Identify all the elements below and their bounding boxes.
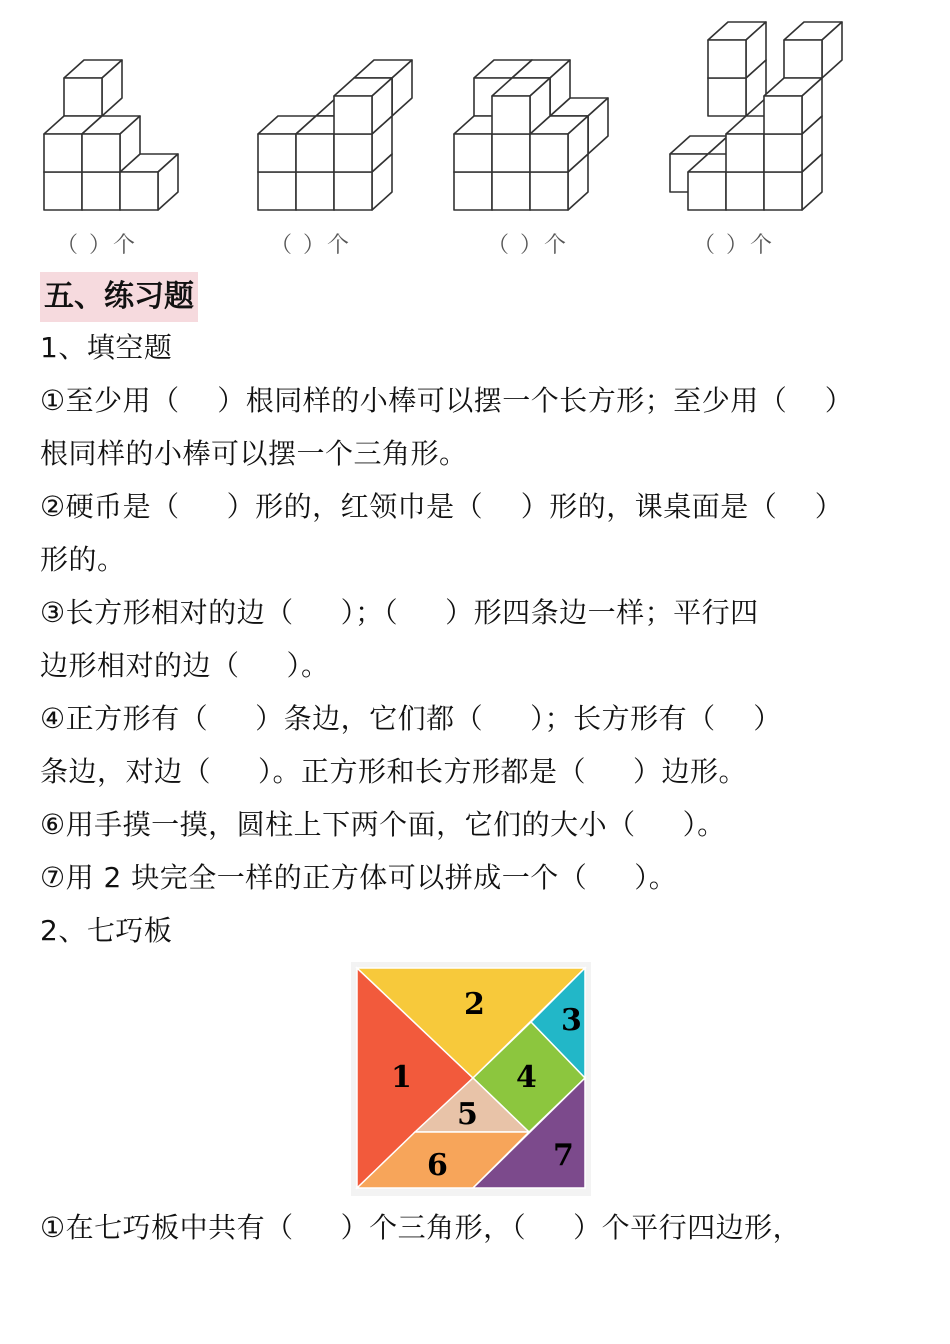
cube-figures	[0, 0, 950, 270]
q1-line-8: 条边，对边（ ）。正方形和长方形都是（ ）边形。	[40, 755, 748, 788]
q1-line-5: ③长方形相对的边（ ）；（ ）形四条边一样；平行四	[40, 596, 759, 629]
tangram-label-4: 4	[516, 1060, 537, 1095]
q2-question-1: ①在七巧板中共有（ ）个三角形，（ ）个平行四边形，	[40, 1211, 802, 1244]
q1-heading: 1、填空题	[40, 331, 173, 364]
cube-stack-figure-3	[454, 60, 608, 210]
cube-stack-figure-4	[670, 22, 842, 210]
cube-stack-figure-1	[44, 60, 178, 210]
q1-line-6: 边形相对的边（ ）。	[40, 649, 330, 682]
tangram-figure	[351, 962, 591, 1196]
tangram-label-3: 3	[561, 1003, 582, 1038]
q1-line-4: 形的。	[40, 543, 126, 576]
section-title: 五、练习题	[40, 272, 198, 322]
q1-line-7: ④正方形有（ ）条边，它们都（ ）；长方形有（ ）	[40, 702, 782, 735]
q1-line-10: ⑦用 2 块完全一样的正方体可以拼成一个（ ）。	[40, 861, 678, 894]
cube-count-blank-2: （ ）个	[270, 233, 351, 258]
tangram-label-2: 2	[464, 987, 485, 1022]
tangram-label-1: 1	[391, 1060, 412, 1095]
cube-stack-figure-2	[258, 60, 412, 210]
q1-line-9: ⑥用手摸一摸，圆柱上下两个面，它们的大小（ ）。	[40, 808, 726, 841]
cube-count-blank-4: （ ）个	[693, 233, 774, 258]
q2-heading: 2、七巧板	[40, 914, 173, 947]
cube-count-blank-1: （ ）个	[56, 233, 137, 258]
cube-count-blank-3: （ ）个	[487, 233, 568, 258]
q1-line-2: 根同样的小棒可以摆一个三角形。	[40, 437, 468, 470]
q1-line-1: ①至少用（ ）根同样的小棒可以摆一个长方形；至少用（ ）	[40, 384, 854, 417]
tangram-label-5: 5	[457, 1097, 478, 1132]
q1-line-3: ②硬币是（ ）形的，红领巾是（ ）形的，课桌面是（ ）	[40, 490, 844, 523]
tangram-label-7: 7	[553, 1138, 574, 1173]
tangram-label-6: 6	[427, 1148, 448, 1183]
